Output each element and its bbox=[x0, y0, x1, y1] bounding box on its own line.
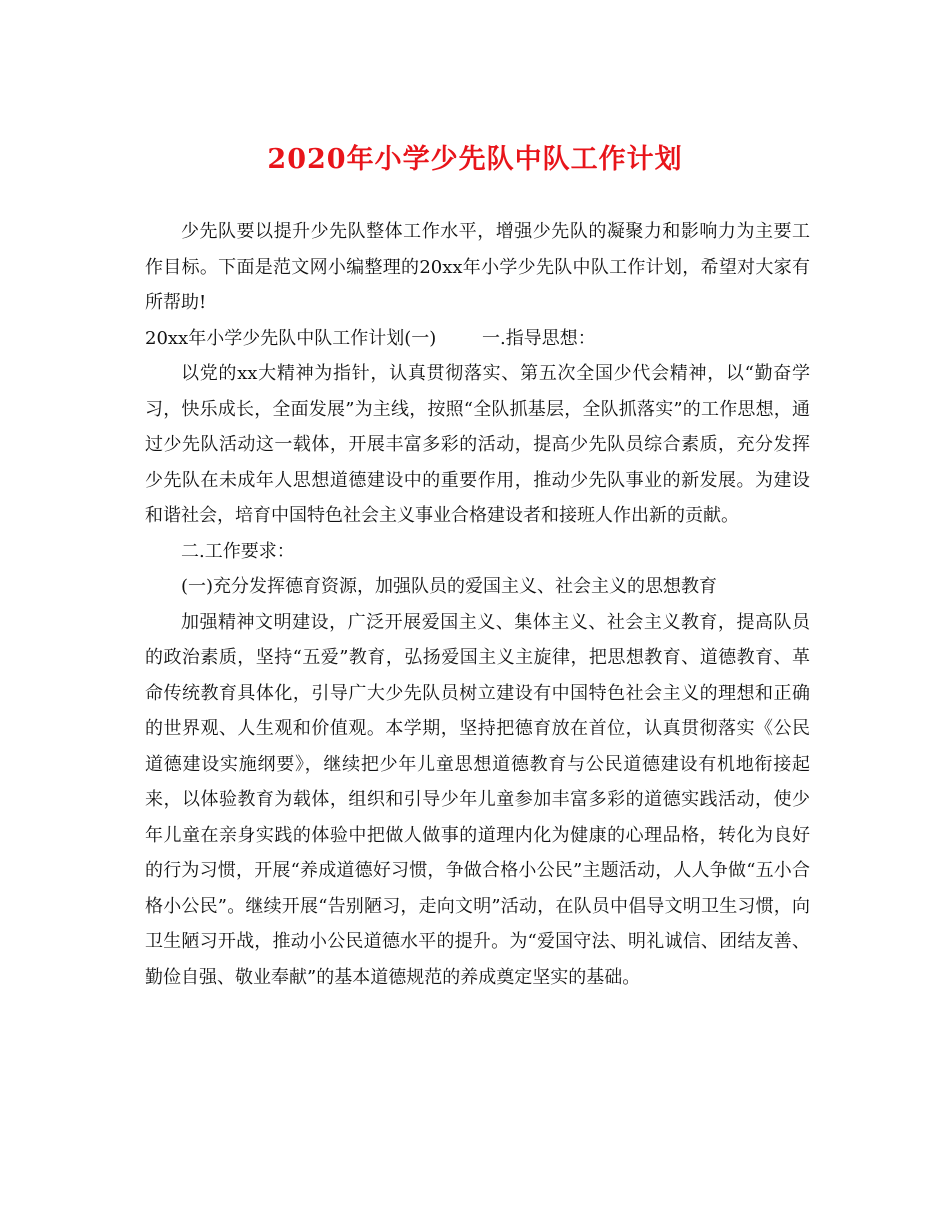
subsection-heading-moral-education: (一)充分发挥德育资源，加强队员的爱国主义、社会主义的思想教育 bbox=[181, 576, 718, 597]
section-heading-work-requirements: 二.工作要求： bbox=[181, 540, 295, 562]
document-title: 2020年小学少先队中队工作计划 bbox=[267, 144, 683, 175]
moral-education-paragraph: 加强精神文明建设，广泛开展爱国主义、集体主义、社会主义教育，提高队员的政治素质，坚持“五爱”教育，弘扬爱国主义主旋律，把思想教育、道德教育、革命传统教育具体化，引导广大少先队员树立建设有中国特色社会主义的理想和正确的世界观、人生观和价值观。本学期，坚持把德育放在首位，认真贯彻落实《公民道德建设实施纲要》，继续把少年儿童思想道德教育与公民道德建设有机地衔接起来，以体验教育为载体，组织和引导少年儿童参加丰富多彩的道德实践活动，使少年儿童在亲身实践的体验中把做人做事的道理内化为健康的心理品格，转化为良好的行为习惯，开展“养成道德好习惯，争做合格小公民”主题活动，人人争做“五小合格小公民”。继续开展“告别陋习，走向文明”活动，在队员中倡导文明卫生习惯，向卫生陋习开战，推动小公民道德水平的提升。为“爱国守法、明礼诚信、团结友善、勤俭自强、敬业奉献”的基本道德规范的养成奠定坚实的基础。 bbox=[145, 611, 810, 988]
guiding-ideology-paragraph: 以党的xx大精神为指针，认真贯彻落实、第五次全国少代会精神，以“勤奋学习，快乐成长，全面发展”为主线，按照“全队抓基层，全队抓落实”的工作思想，通过少先队活动这一载体，开展丰富多彩的活动，提高少先队员综合素质，充分发挥少先队在未成年人思想道德建设中的重要作用，推动少先队事业的新发展。为建设和谐社会，培育中国特色社会主义事业合格建设者和接班人作出新的贡献。 bbox=[145, 363, 810, 526]
plan-heading-line: 20xx年小学少先队中队工作计划(一) 一.指导思想： bbox=[145, 327, 596, 349]
document-body bbox=[145, 214, 810, 995]
intro-paragraph: 少先队要以提升少先队整体工作水平，增强少先队的凝聚力和影响力为主要工作目标。下面是范文网小编整理的20xx年小学少先队中队工作计划，希望对大家有所帮助! bbox=[145, 221, 810, 313]
